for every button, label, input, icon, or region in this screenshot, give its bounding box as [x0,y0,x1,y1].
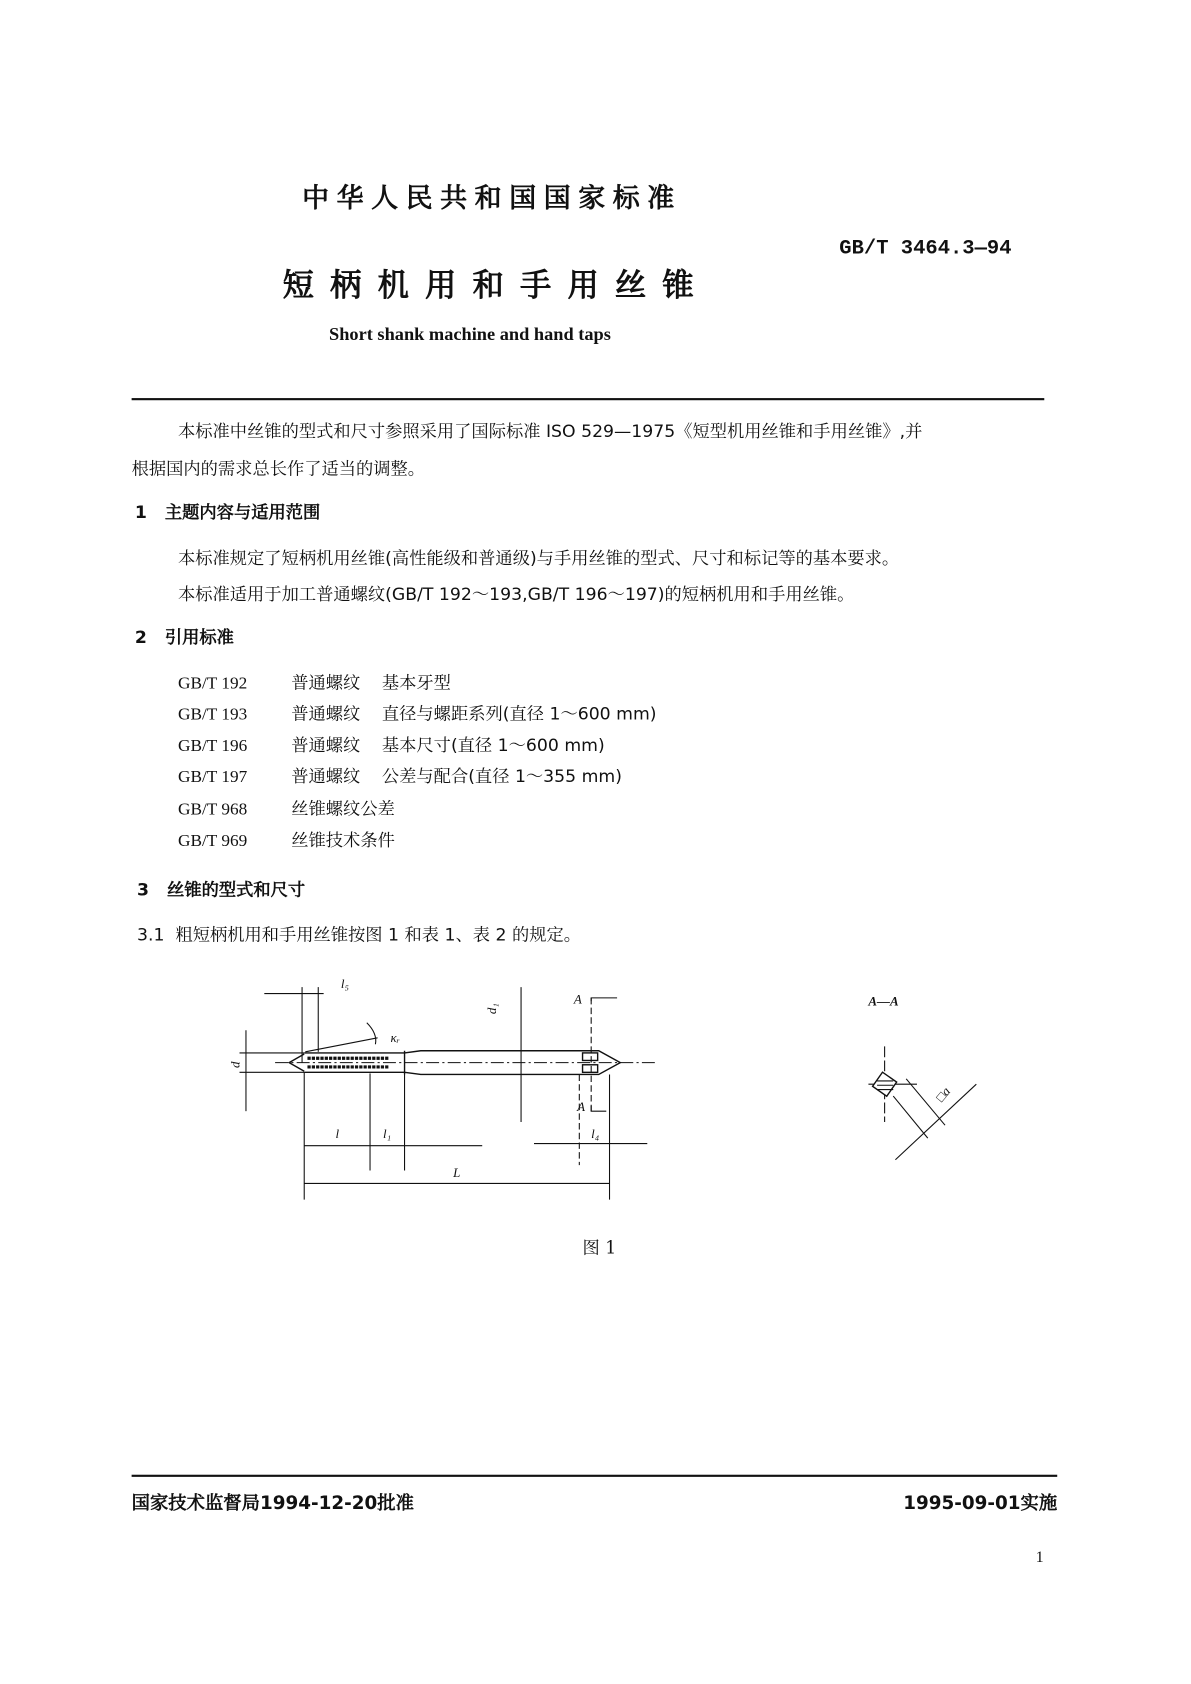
section-title: 主题内容与适用范围 [164,501,321,523]
section-1-line-1: 本标准规定了短柄机用丝锥(高性能级和普通级)与手用丝锥的型式、尺寸和标记等的基本要求。 [178,548,900,569]
effective-date: 1995-09-01实施 [903,1493,1058,1515]
intro-line-1: 本标准中丝锥的型式和尺寸参照采用了国际标准 ISO 529—1975《短型机用丝锥和手用丝锥》,并 [178,420,923,442]
national-standard-heading: 中华人民共和国国家标准 [302,182,682,214]
ref-code: GB/T 197 [178,768,248,787]
ref-code: GB/T 969 [178,831,248,851]
section-number: 2 [134,626,147,648]
label-l1: l₁ [382,1126,392,1142]
label-a-top: A [573,991,582,1007]
label-d1: d₁ [484,1003,500,1015]
standard-code: GB/T 3464.3—94 [839,236,1012,260]
ref-name: 丝锥螺纹公差 [291,798,395,819]
clause-number: 3.1 [137,924,165,946]
label-section-a-a: A—A [868,993,899,1009]
ref-desc: 公差与配合(直径 1～355 mm) [381,765,622,787]
clause-text: 粗短柄机用和手用丝锥按图 1 和表 1、表 2 的规定。 [175,924,582,946]
ref-name: 普通螺纹 [291,672,361,693]
page-number: 1 [1035,1549,1044,1567]
ref-name: 丝锥技术条件 [291,829,395,851]
ref-desc: 直径与螺距系列(直径 1～600 mm) [381,703,657,724]
label-square-a: □a [932,1083,954,1105]
ref-code: GB/T 193 [178,705,248,724]
ref-name: 普通螺纹 [291,765,361,787]
ref-name: 普通螺纹 [291,734,361,756]
label-l4: l₄ [591,1126,600,1142]
ref-code: GB/T 968 [178,800,248,819]
section-number: 1 [134,501,147,523]
ref-code: GB/T 192 [178,674,248,693]
tap-side-view [275,1051,658,1075]
label-L: L [453,1164,461,1180]
label-kr: κᵣ [390,1030,400,1046]
ref-name: 普通螺纹 [291,703,361,724]
label-a-bottom: A [577,1099,586,1115]
footer-divider [132,1475,1058,1477]
document-title: 短柄机用和手用丝锥 [282,266,710,304]
ref-desc: 基本牙型 [381,672,451,693]
label-l: l [335,1126,340,1142]
section-title: 引用标准 [164,626,234,648]
ref-code: GB/T 196 [178,736,248,756]
section-title: 丝锥的型式和尺寸 [167,879,306,900]
section-number: 3 [137,879,150,900]
intro-line-2: 根据国内的需求总长作了适当的调整。 [131,458,426,479]
figure-caption: 图 1 [582,1237,617,1258]
section-1-line-2: 本标准适用于加工普通螺纹(GB/T 192～193,GB/T 196～197)的短柄机用和手用丝锥。 [178,583,855,605]
approval-date: 国家技术监督局1994-12-20批准 [131,1493,414,1515]
section-view-a-a [868,1046,976,1159]
ref-desc: 基本尺寸(直径 1～600 mm) [381,734,605,756]
label-l5: l₅ [340,976,349,992]
dimension-lines [239,987,647,1200]
label-d: d [227,1061,243,1069]
document-title-english: Short shank machine and hand taps [329,323,611,345]
